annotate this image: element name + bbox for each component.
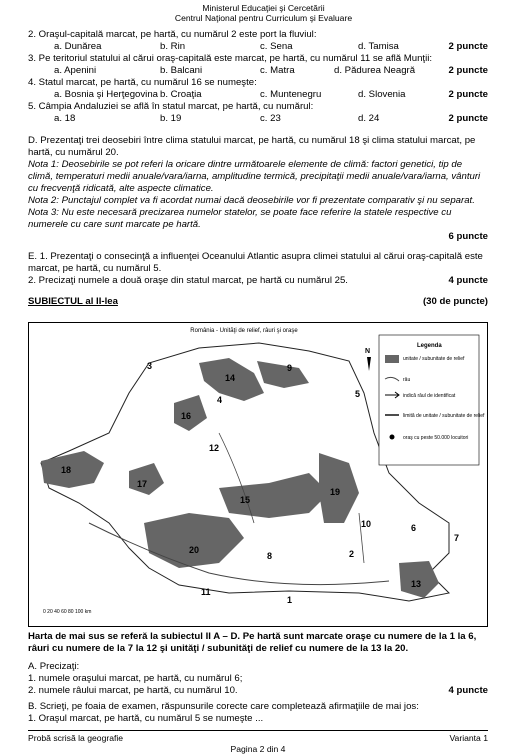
map-label-2: 2	[349, 549, 355, 559]
map-label-6: 6	[411, 523, 417, 533]
q2-option-a: a. Dunărea	[54, 40, 102, 52]
north-label: N	[365, 348, 371, 355]
a2-row	[28, 685, 488, 697]
subject2-text	[28, 631, 488, 725]
legend-boundary: limită de unitate / subunitate de relief	[403, 413, 485, 419]
q2-options	[28, 41, 488, 53]
a-title: A. Precizaţi:	[28, 660, 80, 672]
map-label-9: 9	[287, 363, 293, 373]
map-title: România - Unităţi de relief, râuri şi oraşe	[190, 328, 298, 334]
legend-relief: unitate / subunitate de relief	[403, 356, 465, 362]
header-ministry: Ministerul Educaţiei şi Cercetării	[202, 3, 325, 13]
legend-swatch-city	[390, 435, 395, 440]
q2-points: 2 puncte	[448, 40, 488, 52]
q4-text: 4. Statul marcat, pe hartă, cu numărul 16 se numeşte:	[28, 76, 257, 88]
map-label-11: 11	[201, 587, 211, 597]
subject2-title: SUBIECTUL al II-lea	[28, 295, 118, 307]
map-label-13: 13	[411, 579, 422, 589]
e-points: 4 puncte	[448, 274, 488, 286]
map-intro: Harta de mai sus se referă la subiectul II A – D. Pe hartă sunt marcate oraşe cu numere de la 1 la 6, râuri cu numere de la 7 la 12 şi unităţi / subunităţi de relief cu numere de la 13 la 20.	[28, 631, 477, 654]
page-header	[0, 4, 527, 24]
q2-text: 2. Oraşul-capitală marcat, pe hartă, cu numărul 2 este port la fluviul:	[28, 29, 317, 40]
q5-option-b: b. 19	[160, 112, 182, 124]
map-label-7: 7	[454, 533, 460, 543]
map-label-4: 4	[217, 395, 223, 405]
north-arrow-icon	[367, 357, 371, 371]
q3-option-a: a. Apenini	[54, 64, 97, 76]
q5-option-d: d. 24	[358, 112, 380, 124]
d-text: D. Prezentaţi trei deosebiri între clima statului marcat, pe hartă, cu numărul 18 şi clima statului marcat, pe hartă, cu numărul 20.	[28, 134, 476, 158]
q4-option-a: a. Bosnia şi Herţegovina	[54, 88, 158, 100]
page-footer	[28, 730, 488, 754]
e2-text: 2. Precizaţi numele a două oraşe din statul marcat, pe hartă cu numărul 25.	[28, 274, 348, 286]
map-label-17: 17	[137, 479, 148, 489]
q4-points: 2 puncte	[448, 88, 488, 100]
legend-city: oraş cu peste 50.000 locuitori	[403, 435, 469, 441]
q5-option-c: c. 23	[260, 112, 281, 124]
b1-text: 1. Oraşul marcat, pe hartă, cu numărul 5 se numeşte ...	[28, 712, 264, 724]
e1-text: E. 1. Prezentaţi o consecinţă a influenţei Oceanului Atlantic asupra climei statului al cărui oraş-capitală este marcat, pe hartă, cu numărul 5.	[28, 250, 483, 274]
map-label-10: 10	[361, 519, 372, 529]
q4-option-c: c. Muntenegru	[260, 88, 322, 100]
a2-text: 2. numele râului marcat, pe hartă, cu numărul 10.	[28, 684, 238, 696]
b-text: B. Scrieţi, pe foaia de examen, răspunsurile corecte care completează afirmaţiile de mai jos:	[28, 700, 419, 712]
footer-page: Pagina 2 din 4	[230, 743, 286, 754]
map-label-19: 19	[330, 487, 341, 497]
d-nota1: Nota 1: Deosebirile se pot referi la oricare dintre următoarele elemente de climă: factori genetici, tip de climă, temperaturi medii anuale/vara/iarna, amplitudine termică, precipitaţii medii anuale/vara/iarna, vânturi cu frecvenţă ridicată, alte aspecte climatice.	[28, 158, 481, 194]
q3-option-d: d. Pădurea Neagră	[334, 64, 416, 76]
d-nota3: Nota 3: Nu este necesară precizarea numelor statelor, se poate face referire la statele respective cu numerele cu care sunt marcate pe hartă.	[28, 206, 452, 230]
q3-option-b: b. Balcani	[160, 64, 203, 76]
map-label-18: 18	[61, 465, 72, 475]
map-label-12: 12	[209, 443, 220, 453]
q5-options	[28, 113, 488, 125]
q2-option-c: c. Sena	[260, 40, 293, 52]
q5-text: 5. Câmpia Andaluziei se află în statul marcat, pe hartă, cu numărul:	[28, 100, 314, 112]
q2-option-b: b. Rin	[160, 40, 186, 52]
map-label-3: 3	[147, 361, 153, 371]
d-nota2: Nota 2: Punctajul complet va fi acordat numai dacă deosebirile vor fi prezentate comparativ şi nu separat.	[28, 194, 475, 206]
map-label-1: 1	[287, 595, 293, 605]
romania-map	[28, 322, 488, 627]
subject2-points: (30 de puncte)	[422, 295, 488, 307]
q3-text: 3. Pe teritoriul statului al cărui oraş-capitală este marcat, pe hartă, cu numărul 11 se află Munţii:	[28, 52, 433, 64]
map-label-20: 20	[189, 545, 200, 555]
q4-option-b: b. Croaţia	[160, 88, 202, 100]
q3-points: 2 puncte	[448, 64, 488, 76]
a1-text: 1. numele oraşului marcat, pe hartă, cu numărul 6;	[28, 672, 243, 684]
subject2-heading	[28, 296, 488, 308]
legend-box	[379, 335, 479, 465]
legend-swatch-relief	[385, 355, 399, 363]
footer-left: Probă scrisă la geografie	[28, 733, 124, 743]
q2-option-d: d. Tamisa	[358, 40, 399, 52]
q4-option-d: d. Slovenia	[358, 88, 406, 100]
q5-points: 2 puncte	[448, 112, 488, 124]
q4-options	[28, 89, 488, 101]
map-label-8: 8	[267, 551, 273, 561]
q3-options	[28, 65, 488, 77]
a-points: 4 puncte	[448, 684, 488, 696]
map-label-5: 5	[355, 389, 361, 399]
d-points: 6 puncte	[448, 230, 488, 242]
header-center: Centrul Naţional pentru Curriculum şi Evaluare	[174, 12, 353, 23]
q3-option-c: c. Matra	[260, 64, 295, 76]
questions-block	[28, 29, 488, 308]
footer-right: Varianta 1	[449, 733, 488, 743]
legend-river: râu	[403, 377, 411, 383]
map-label-14: 14	[225, 373, 236, 383]
map-label-16: 16	[181, 411, 192, 421]
q5-option-a: a. 18	[54, 112, 76, 124]
legend-title: Legenda	[417, 343, 442, 349]
legend-arrow: indică râul de identificat	[403, 393, 456, 399]
map-label-15: 15	[240, 495, 251, 505]
e2-row	[28, 275, 488, 287]
map-scale: 0 20 40 60 80 100 km	[43, 609, 92, 615]
